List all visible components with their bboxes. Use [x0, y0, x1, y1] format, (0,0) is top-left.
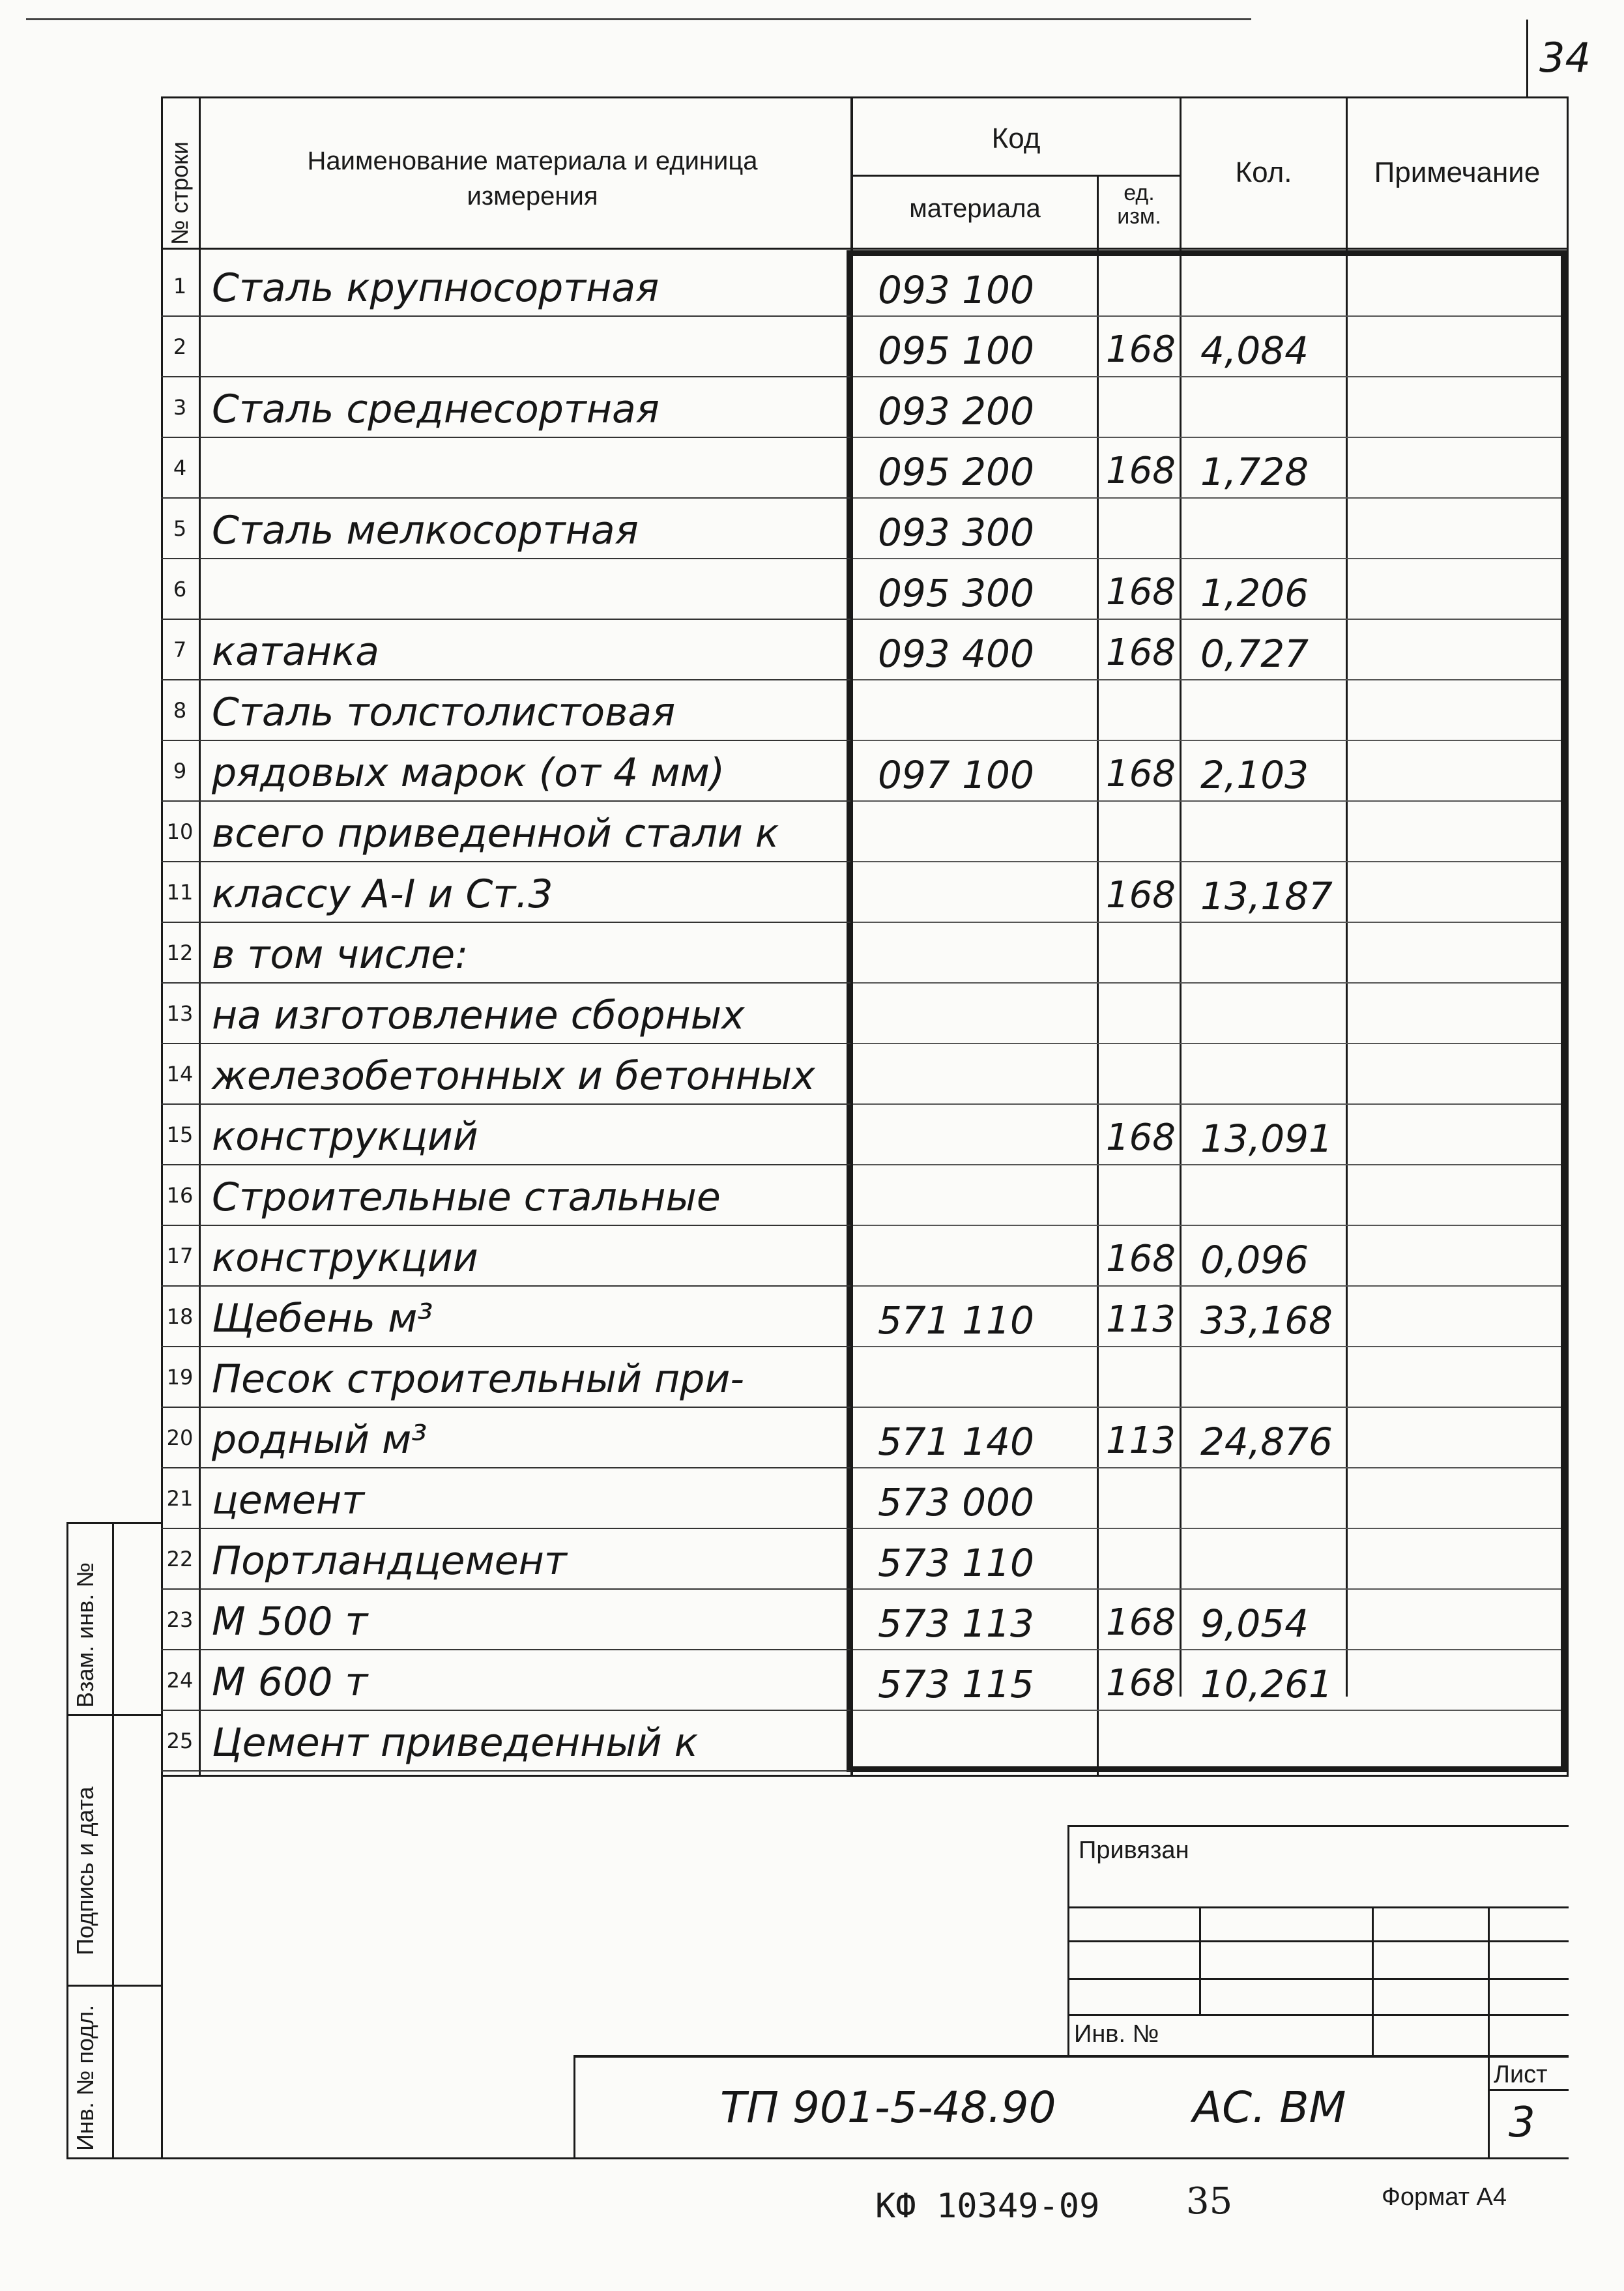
- table-row: [161, 317, 1569, 377]
- unit-code: 168: [1106, 632, 1176, 674]
- tb-priv-v2: [1372, 1906, 1374, 2056]
- table-row: [161, 741, 1569, 802]
- material-code: 573 115: [878, 1662, 1034, 1706]
- row-number: 7: [173, 637, 187, 662]
- table-row: [161, 1529, 1569, 1590]
- tb-priv-h4: [1067, 2014, 1569, 2016]
- unit-code: 168: [1106, 1601, 1176, 1644]
- quantity: 9,054: [1200, 1601, 1309, 1646]
- table-top-border: [161, 96, 1569, 98]
- footer-page: 35: [1186, 2180, 1233, 2223]
- unit-code: 168: [1106, 1662, 1176, 1704]
- quantity: 1,728: [1200, 450, 1309, 494]
- side-invpodl-label: Инв. № подл.: [72, 2004, 98, 2151]
- tb-sheet-label: Лист: [1494, 2061, 1548, 2088]
- header-name-text: Наименование материала и единица измерения: [307, 147, 758, 211]
- row-number: 18: [166, 1304, 194, 1329]
- material-code: 097 100: [878, 753, 1034, 797]
- quantity: 1,206: [1200, 571, 1309, 615]
- side-stamp-bottom: [66, 2157, 161, 2159]
- header-code-split: [850, 175, 1180, 177]
- header-code-material: материала: [909, 194, 1041, 223]
- unit-code: 168: [1106, 328, 1176, 371]
- tb-privyazan-label: Привязан: [1079, 1837, 1189, 1864]
- side-vzam-label: Взам. инв. №: [72, 1562, 98, 1708]
- material-code: 571 110: [878, 1298, 1034, 1343]
- tb-main-top: [573, 2055, 1569, 2058]
- table-row: [161, 499, 1569, 559]
- row-number: 23: [166, 1607, 194, 1632]
- material-name: конструкций: [212, 1114, 478, 1160]
- tb-main-left: [573, 2055, 575, 2159]
- material-name: родный м³: [212, 1417, 428, 1463]
- unit-code: 168: [1106, 874, 1176, 916]
- table-row: [161, 559, 1569, 620]
- material-code: 573 000: [878, 1480, 1034, 1525]
- quantity: 4,084: [1200, 328, 1309, 373]
- material-name: катанка: [212, 629, 379, 675]
- material-name: на изготовление сборных: [212, 993, 745, 1038]
- footer-stamp-code: КФ 10349-09: [875, 2187, 1100, 2226]
- header-bottom: [161, 248, 1569, 250]
- header-name: [239, 143, 826, 214]
- material-name: конструкции: [212, 1235, 478, 1281]
- quantity: 24,876: [1200, 1420, 1333, 1464]
- material-name: Портландцемент: [212, 1538, 567, 1584]
- material-name: Щебень м³: [212, 1296, 433, 1341]
- tb-doc-mark: АС. ВМ: [1193, 2082, 1346, 2133]
- tb-priv-h2: [1067, 1940, 1569, 1942]
- material-name: железобетонных и бетонных: [212, 1053, 815, 1099]
- row-number: 15: [166, 1122, 194, 1147]
- row-number: 11: [166, 880, 194, 905]
- table-row: [161, 1287, 1569, 1347]
- tb-priv-h1: [1067, 1906, 1569, 1908]
- tb-outer-bottom: [161, 2157, 1569, 2159]
- unit-code: 168: [1106, 1116, 1176, 1159]
- bold-frame-top: [850, 250, 1569, 256]
- material-name: классу А-I и Ст.3: [212, 871, 553, 917]
- table-row: [161, 1165, 1569, 1226]
- table-row: [161, 1105, 1569, 1165]
- tb-priv-v3: [1488, 1906, 1490, 2056]
- table-row: [161, 620, 1569, 680]
- unit-code: 168: [1106, 753, 1176, 795]
- material-name: Сталь среднесортная: [212, 387, 660, 432]
- table-row: [161, 1711, 1569, 1772]
- top-rule: [26, 18, 1251, 20]
- material-name: Сталь крупносортная: [212, 265, 660, 311]
- row-number: 1: [173, 274, 187, 299]
- row-number: 12: [166, 941, 194, 965]
- row-number: 4: [173, 456, 187, 480]
- header-code: Код: [991, 123, 1041, 154]
- unit-code: 168: [1106, 571, 1176, 613]
- material-code: 095 200: [878, 450, 1034, 494]
- table-row: [161, 923, 1569, 984]
- row-number: 14: [166, 1062, 194, 1087]
- row-number: 20: [166, 1425, 194, 1450]
- row-number: 19: [166, 1365, 194, 1390]
- table-row: [161, 680, 1569, 741]
- material-code: 093 400: [878, 632, 1034, 676]
- row-number: 10: [166, 819, 194, 844]
- table-row: [161, 256, 1569, 317]
- material-name: рядовых марок (от 4 мм): [212, 750, 725, 796]
- header-code-unit: ед. изм.: [1117, 181, 1161, 229]
- side-stamp-outer-left: [66, 1522, 68, 2159]
- material-code: 093 300: [878, 510, 1034, 555]
- material-name: Песок строительный при-: [212, 1356, 744, 1402]
- row-number: 24: [166, 1668, 194, 1693]
- side-stamp-div1: [66, 1714, 161, 1716]
- material-name: цемент: [212, 1478, 365, 1523]
- row-number: 13: [166, 1001, 194, 1026]
- row-number: 16: [166, 1183, 194, 1208]
- tb-priv-v1: [1199, 1906, 1201, 2014]
- unit-code: 113: [1106, 1298, 1176, 1341]
- header-qty: Кол.: [1235, 156, 1292, 188]
- material-name: всего приведенной стали к: [212, 811, 779, 856]
- table-row: [161, 377, 1569, 438]
- table-bottom-rule: [161, 1775, 1569, 1777]
- unit-code: 168: [1106, 1238, 1176, 1280]
- header-note: Примечание: [1374, 156, 1541, 188]
- side-stamp-div2: [66, 1985, 161, 1987]
- row-number: 9: [173, 759, 187, 783]
- quantity: 10,261: [1200, 1662, 1333, 1706]
- row-number: 6: [173, 577, 187, 602]
- quantity: 13,091: [1200, 1116, 1333, 1161]
- material-code: 571 140: [878, 1420, 1034, 1464]
- material-name: Строительные стальные: [212, 1175, 721, 1220]
- material-code: 093 100: [878, 268, 1034, 312]
- table-row: [161, 1408, 1569, 1468]
- material-name: в том числе:: [212, 932, 469, 978]
- table-row: [161, 438, 1569, 499]
- row-number: 22: [166, 1547, 194, 1571]
- row-divider: [161, 1770, 850, 1772]
- row-number: 3: [173, 395, 187, 420]
- row-number: 5: [173, 516, 187, 541]
- quantity: 0,096: [1200, 1238, 1309, 1282]
- material-code: 095 300: [878, 571, 1034, 615]
- table-row: [161, 802, 1569, 862]
- side-stamp-inner: [112, 1522, 114, 2159]
- table-row: [161, 1226, 1569, 1287]
- material-name: Цемент приведенный к: [212, 1720, 699, 1766]
- row-number: 2: [173, 334, 187, 359]
- table-row: [161, 1044, 1569, 1105]
- table-row: [161, 984, 1569, 1044]
- table-row: [161, 1590, 1569, 1650]
- material-code: 573 110: [878, 1541, 1034, 1585]
- quantity: 13,187: [1200, 874, 1333, 918]
- tb-priv-top: [1067, 1825, 1569, 1827]
- unit-code: 113: [1106, 1420, 1176, 1462]
- table-row: [161, 1468, 1569, 1529]
- table-row: [161, 862, 1569, 923]
- table-row: [161, 1347, 1569, 1408]
- unit-code: 168: [1106, 450, 1176, 492]
- page-number: 34: [1539, 34, 1591, 81]
- side-stamp-top: [66, 1522, 161, 1524]
- material-code: 095 100: [878, 328, 1034, 373]
- row-number: 21: [166, 1486, 194, 1511]
- material-code: 573 113: [878, 1601, 1034, 1646]
- row-number: 8: [173, 698, 187, 723]
- material-code: 093 200: [878, 389, 1034, 433]
- tb-doc-code: ТП 901-5-48.90: [720, 2082, 1056, 2133]
- tb-sheet-value: 3: [1509, 2099, 1535, 2147]
- quantity: 2,103: [1200, 753, 1309, 797]
- material-name: Сталь толстолистовая: [212, 690, 676, 735]
- row-number: 25: [166, 1729, 194, 1753]
- tb-sheet-split: [1488, 2089, 1569, 2091]
- material-name: Сталь мелкосортная: [212, 508, 639, 553]
- tb-inv-label: Инв. №: [1074, 2021, 1159, 2048]
- quantity: 33,168: [1200, 1298, 1333, 1343]
- row-number: 17: [166, 1244, 194, 1268]
- side-podpis-label: Подпись и дата: [72, 1787, 98, 1955]
- header-row-no: № строки: [166, 141, 193, 245]
- materials-table: [161, 96, 1569, 1775]
- tb-priv-h3: [1067, 1978, 1569, 1980]
- quantity: 0,727: [1200, 632, 1309, 676]
- tb-sheet-left: [1488, 2055, 1490, 2159]
- footer-format: Формат А4: [1382, 2183, 1507, 2211]
- page-number-divider: [1526, 20, 1528, 98]
- material-name: М 500 т: [212, 1599, 368, 1644]
- material-name: М 600 т: [212, 1659, 368, 1705]
- table-row: [161, 1650, 1569, 1711]
